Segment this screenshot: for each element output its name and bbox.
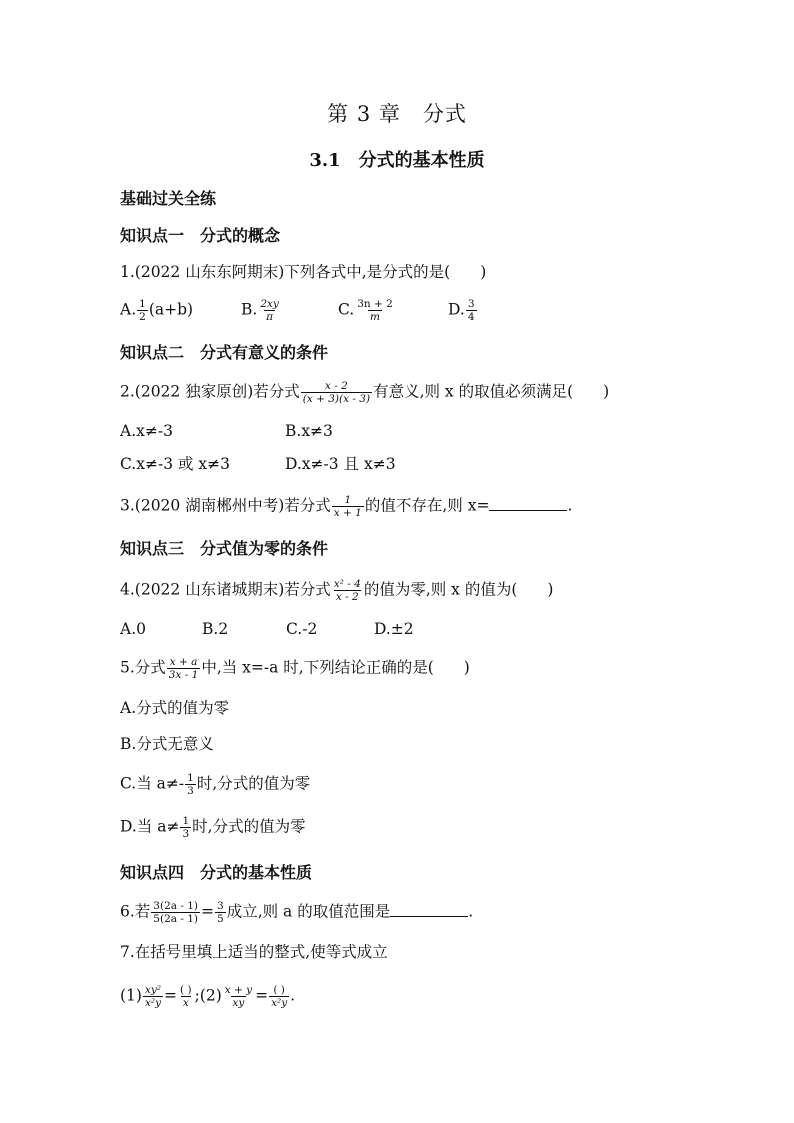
q5-c-pre: C.当 a≠- bbox=[120, 774, 185, 793]
q5-c-num: 1 bbox=[187, 772, 194, 784]
q2-den: (x + 3)(x - 3) bbox=[302, 393, 371, 405]
chapter-title: 第 3 章 分式 bbox=[327, 102, 467, 126]
q5-d-den: 3 bbox=[182, 828, 190, 840]
q4-option-b[interactable]: B.2 bbox=[202, 620, 229, 638]
q4-close: ) bbox=[547, 580, 554, 599]
q3-stem-post: 的值不存在,则 x= bbox=[364, 496, 490, 515]
q7-end: . bbox=[290, 986, 296, 1005]
q1-d-fraction bbox=[466, 298, 477, 323]
q3-stem-pre: 3.(2020 湖南郴州中考)若分式 bbox=[120, 496, 331, 515]
q6-end: . bbox=[468, 902, 474, 921]
question-1-stem bbox=[120, 262, 486, 282]
q6-stem-pre: 6.若 bbox=[120, 902, 151, 921]
knowledge-point-4: 知识点四 分式的基本性质 bbox=[120, 863, 313, 882]
q1-close: ) bbox=[480, 263, 487, 281]
q6-equals: = bbox=[201, 902, 215, 921]
q1-b-label: B. bbox=[241, 300, 258, 319]
q7-part1-label: (1) bbox=[120, 986, 142, 1005]
q7-p1-den: x²y bbox=[144, 997, 162, 1009]
question-1-options bbox=[120, 298, 475, 323]
q7-p2-left-fraction bbox=[223, 984, 254, 1009]
q3-num: 1 bbox=[344, 494, 352, 506]
q7-p2-rden: x²y bbox=[271, 997, 288, 1009]
q7-p1-equals: = bbox=[164, 986, 178, 1005]
q5-option-c[interactable] bbox=[120, 772, 310, 797]
q7-p2-num: x + y bbox=[224, 984, 253, 996]
q1-option-a[interactable] bbox=[120, 298, 193, 323]
q6-den1: 5(2a - 1) bbox=[153, 913, 199, 925]
q4-option-d[interactable]: D.±2 bbox=[374, 620, 414, 638]
q6-num2: 3 bbox=[217, 900, 224, 912]
q7-p1-answer-paren[interactable]: ( ) bbox=[180, 984, 192, 996]
q1-a-den: 2 bbox=[139, 311, 146, 323]
q4-num: x² - 4 bbox=[333, 578, 361, 590]
q4-stem-pre: 4.(2022 山东诸城期末)若分式 bbox=[120, 580, 331, 599]
q6-den2: 5 bbox=[217, 913, 224, 925]
q1-d-den: 4 bbox=[467, 311, 475, 323]
q1-c-num: 3n + 2 bbox=[357, 298, 393, 310]
q6-fraction-left bbox=[151, 900, 200, 925]
q1-a-fraction bbox=[137, 298, 148, 323]
question-3-stem bbox=[120, 494, 572, 519]
q3-end: . bbox=[567, 496, 573, 515]
q5-stem-pre: 5.分式 bbox=[120, 658, 166, 677]
q1-c-label: C. bbox=[338, 300, 355, 319]
question-7-stem: 7.在括号里填上适当的整式,使等式成立 bbox=[120, 943, 388, 961]
q7-p2-answer-paren[interactable]: ( ) bbox=[273, 984, 285, 996]
section-title: 3.1 分式的基本性质 bbox=[309, 150, 485, 171]
q5-d-fraction bbox=[180, 815, 191, 840]
q1-d-label: D. bbox=[448, 300, 465, 319]
q3-fraction bbox=[332, 494, 364, 519]
q5-fraction bbox=[167, 656, 201, 681]
q6-num1: 3(2a - 1) bbox=[153, 900, 199, 912]
q1-c-den: m bbox=[370, 311, 381, 323]
q1-a-num: 1 bbox=[139, 298, 146, 310]
knowledge-point-3: 知识点三 分式值为零的条件 bbox=[120, 539, 329, 558]
question-4-stem bbox=[120, 578, 553, 603]
q1-option-d[interactable] bbox=[448, 298, 478, 323]
q2-stem-pre: 2.(2022 独家原创)若分式 bbox=[120, 382, 300, 401]
q7-p2-equals: = bbox=[255, 986, 269, 1005]
q4-fraction bbox=[332, 578, 363, 603]
q1-c-fraction bbox=[355, 298, 395, 323]
q7-p1-left-fraction bbox=[143, 984, 163, 1009]
q7-p1-rden: x bbox=[182, 997, 189, 1009]
q5-d-num: 1 bbox=[182, 815, 190, 827]
q4-den: x - 2 bbox=[335, 591, 359, 603]
q7-p2-right-fraction[interactable] bbox=[269, 984, 289, 1009]
q2-option-c[interactable]: C.x≠-3 或 x≠3 bbox=[120, 455, 231, 473]
question-2-stem bbox=[120, 380, 609, 405]
q5-d-pre: D.当 a≠ bbox=[120, 817, 180, 836]
q5-d-post: 时,分式的值为零 bbox=[192, 817, 306, 836]
q5-option-a[interactable]: A.分式的值为零 bbox=[120, 699, 230, 717]
question-5-stem bbox=[120, 656, 470, 681]
q5-c-post: 时,分式的值为零 bbox=[196, 774, 311, 793]
q2-option-a[interactable]: A.x≠-3 bbox=[120, 422, 173, 440]
section-heading: 基础过关全练 bbox=[120, 189, 217, 208]
knowledge-point-1: 知识点一 分式的概念 bbox=[120, 226, 281, 245]
q6-fraction-right bbox=[215, 900, 226, 925]
q7-p1-right-fraction[interactable] bbox=[178, 984, 194, 1009]
q1-b-num: 2xy bbox=[260, 298, 279, 310]
q6-answer-blank[interactable] bbox=[390, 902, 468, 917]
q5-den: 3x - 1 bbox=[168, 669, 199, 681]
q5-stem-post: 中,当 x=-a 时,下列结论正确的是( bbox=[201, 658, 434, 677]
q1-b-fraction bbox=[258, 298, 281, 323]
q1-a-tail: (a+b) bbox=[148, 300, 194, 319]
knowledge-point-2: 知识点二 分式有意义的条件 bbox=[120, 343, 329, 362]
q1-a-label: A. bbox=[120, 300, 137, 319]
q1-d-num: 3 bbox=[467, 298, 475, 310]
q1-stem-text: 1.(2022 山东东阿期末)下列各式中,是分式的是( bbox=[120, 263, 451, 281]
q4-stem-post: 的值为零,则 x 的值为( bbox=[363, 580, 518, 599]
question-6-stem bbox=[120, 900, 473, 925]
q5-close: ) bbox=[463, 658, 470, 677]
q5-c-fraction bbox=[185, 772, 196, 797]
q7-p1-num: xy² bbox=[144, 984, 162, 996]
q1-b-den: π bbox=[266, 311, 274, 323]
q5-option-b[interactable]: B.分式无意义 bbox=[120, 735, 214, 753]
q6-stem-post: 成立,则 a 的取值范围是 bbox=[226, 902, 391, 921]
q1-option-c[interactable] bbox=[338, 298, 396, 323]
q3-answer-blank[interactable] bbox=[489, 496, 567, 511]
q5-option-d[interactable] bbox=[120, 815, 306, 840]
q2-stem-post: 有意义,则 x 的取值必须满足( bbox=[373, 382, 574, 401]
q5-num: x + a bbox=[169, 656, 198, 668]
q2-fraction bbox=[301, 380, 372, 405]
q1-option-b[interactable] bbox=[241, 298, 282, 323]
q2-option-d[interactable]: D.x≠-3 且 x≠3 bbox=[285, 455, 396, 473]
q3-den: x + 1 bbox=[333, 507, 362, 519]
q5-c-den: 3 bbox=[187, 785, 194, 797]
q7-p2-den: xy bbox=[232, 997, 245, 1009]
q4-option-a[interactable]: A.0 bbox=[120, 620, 146, 638]
q4-option-c[interactable]: C.-2 bbox=[286, 620, 318, 638]
q2-close: ) bbox=[603, 382, 610, 401]
q2-option-b[interactable]: B.x≠3 bbox=[285, 422, 333, 440]
q2-num: x - 2 bbox=[325, 380, 348, 392]
question-7-parts bbox=[120, 984, 295, 1009]
q7-separator: ;(2) bbox=[194, 986, 222, 1005]
